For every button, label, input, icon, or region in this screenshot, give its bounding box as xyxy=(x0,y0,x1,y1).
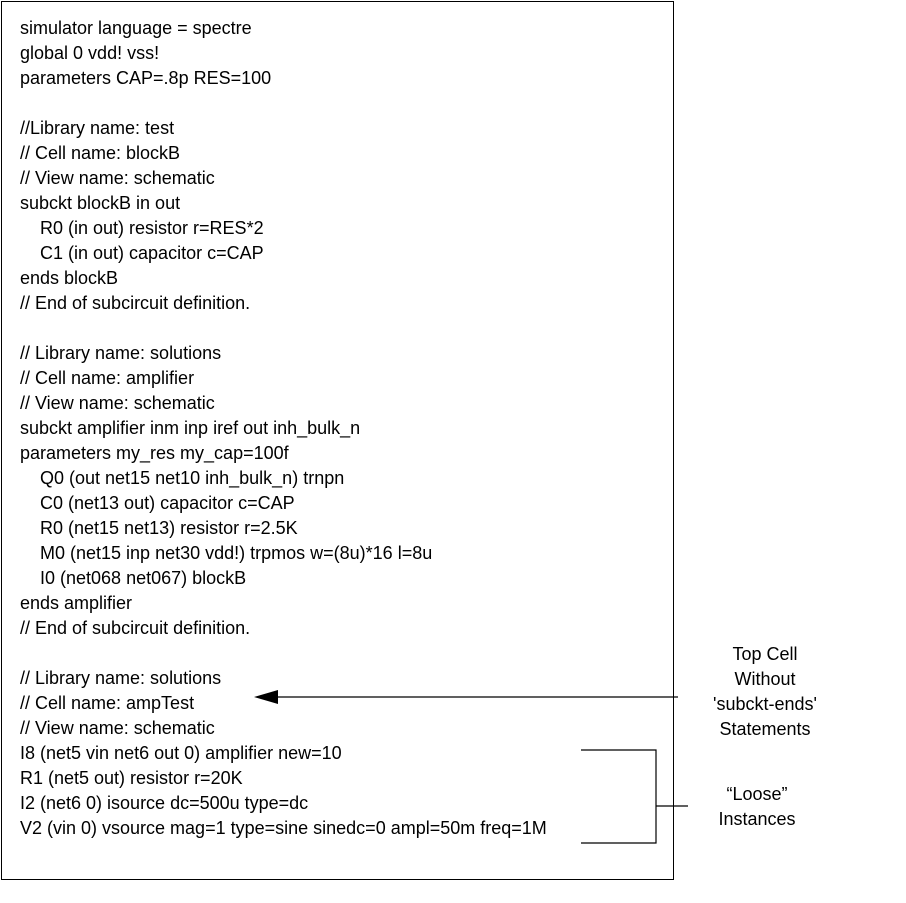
code-line xyxy=(20,641,547,666)
code-line: // End of subcircuit definition. xyxy=(20,293,251,313)
code-line: C1 (in out) capacitor c=CAP xyxy=(20,243,264,263)
annotation-line: “Loose” xyxy=(726,784,788,804)
netlist-panel xyxy=(1,1,674,880)
code-line: // View name: schematic xyxy=(20,168,215,188)
code-line: //Library name: test xyxy=(20,118,175,138)
annotation-line: Statements xyxy=(719,719,811,739)
code-line: // Cell name: blockB xyxy=(20,143,181,163)
code-line: C0 (net13 out) capacitor c=CAP xyxy=(20,493,295,513)
code-line: V2 (vin 0) vsource mag=1 type=sine sinedc=0 ampl=50m freq=1M xyxy=(20,818,547,838)
code-line: // View name: schematic xyxy=(20,393,215,413)
code-line: I2 (net6 0) isource dc=500u type=dc xyxy=(20,793,309,813)
netlist-code xyxy=(20,16,547,841)
code-line: R1 (net5 out) resistor r=20K xyxy=(20,768,243,788)
code-line: // Cell name: ampTest xyxy=(20,693,195,713)
code-line: parameters my_res my_cap=100f xyxy=(20,443,289,463)
code-line: M0 (net15 inp net30 vdd!) trpmos w=(8u)*16 l=8u xyxy=(20,543,433,563)
code-line: // View name: schematic xyxy=(20,718,215,738)
code-line: parameters CAP=.8p RES=100 xyxy=(20,68,272,88)
code-line: ends blockB xyxy=(20,268,119,288)
code-line: R0 (in out) resistor r=RES*2 xyxy=(20,218,264,238)
code-line xyxy=(20,316,547,341)
annotation-line: Instances xyxy=(718,809,796,829)
code-line: subckt amplifier inm inp iref out inh_bulk_n xyxy=(20,418,361,438)
code-line: simulator language = spectre xyxy=(20,18,252,38)
code-line: I0 (net068 net067) blockB xyxy=(20,568,247,588)
annotation-line: Top Cell xyxy=(732,644,798,664)
code-line: R0 (net15 net13) resistor r=2.5K xyxy=(20,518,298,538)
annotation-line: Without xyxy=(734,669,796,689)
code-line: global 0 vdd! vss! xyxy=(20,43,160,63)
annotation-line: 'subckt-ends' xyxy=(713,694,817,714)
loose-instances-annotation xyxy=(700,782,814,832)
code-line: I8 (net5 vin net6 out 0) amplifier new=10 xyxy=(20,743,342,763)
code-line xyxy=(20,91,547,116)
code-line: // Library name: solutions xyxy=(20,343,222,363)
code-line: Q0 (out net15 net10 inh_bulk_n) trnpn xyxy=(20,468,345,488)
code-line: subckt blockB in out xyxy=(20,193,181,213)
code-line: // End of subcircuit definition. xyxy=(20,618,251,638)
code-line: // Library name: solutions xyxy=(20,668,222,688)
code-line: ends amplifier xyxy=(20,593,133,613)
code-line: // Cell name: amplifier xyxy=(20,368,195,388)
top-cell-annotation xyxy=(698,642,832,742)
